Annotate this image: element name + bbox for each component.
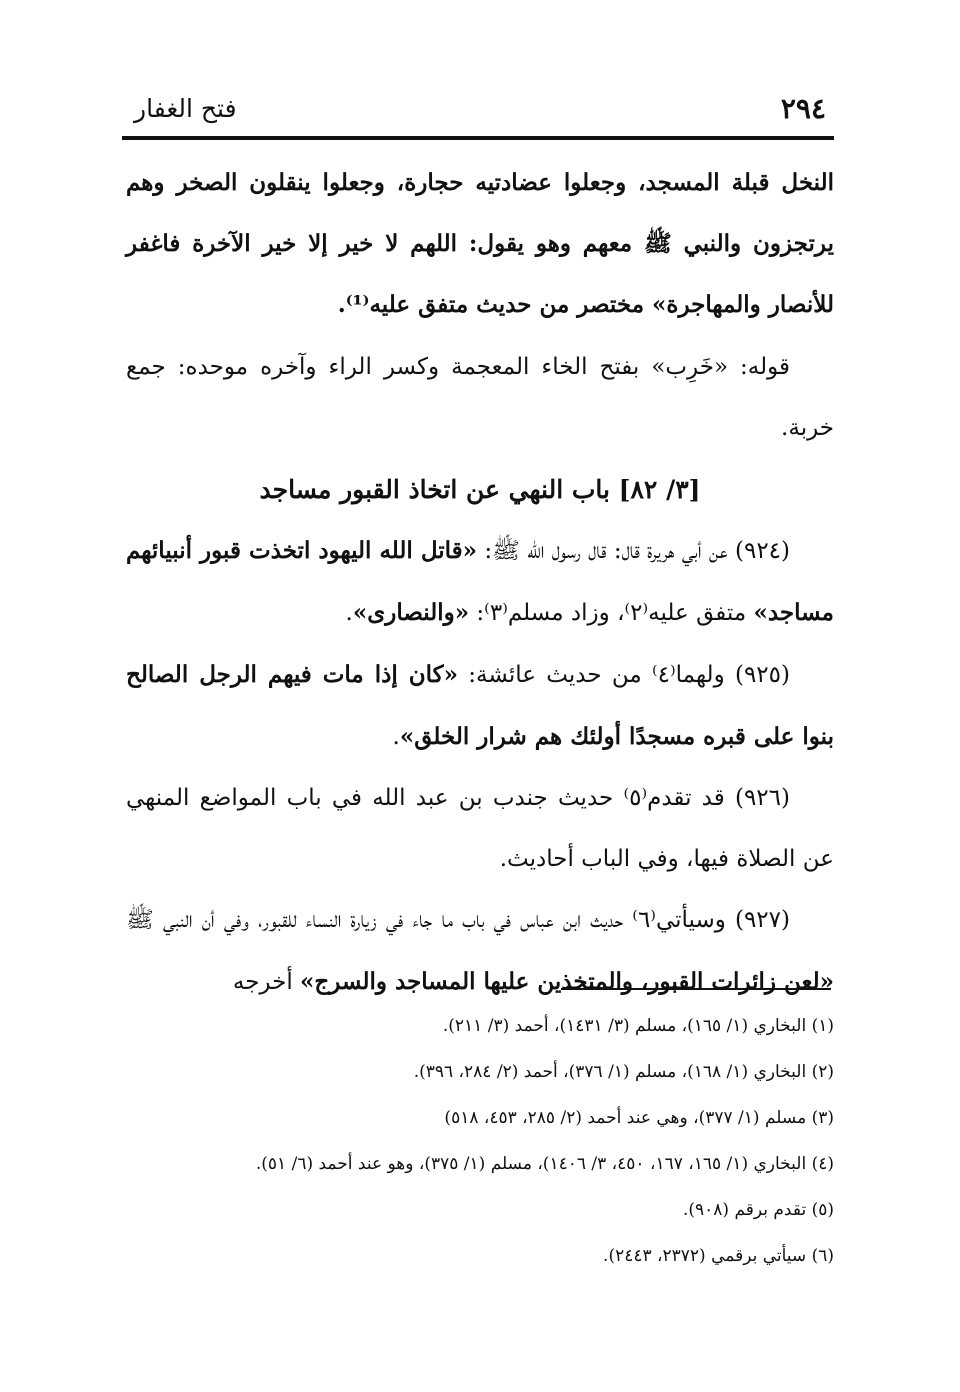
hadith-924-quote: «قاتل الله اليهود اتخذت قبور أنبيائهم مساجد» <box>126 537 834 626</box>
page-number: ٢٩٤ <box>780 92 826 125</box>
footnote: (٥) تقدم برقم (٩٠٨). <box>682 1200 834 1220</box>
paragraph-word-explanation: قوله: «خَرِب» بفتح الخاء المعجمة وكسر الراء وآخره موحده: جمع خربة. <box>126 354 834 441</box>
chapter-heading: [٣/ ٨٢] باب النهي عن اتخاذ القبور مساجد <box>259 475 701 504</box>
hadith-927 <box>126 890 834 1013</box>
header-rule <box>122 136 834 140</box>
running-header <box>122 88 834 132</box>
footnote: (٤) البخاري (١/ ١٦٥، ١٦٧، ٤٥٠، ٣/ ١٤٠٦)، مسلم (١/ ٣٧٥)، وهو عند أحمد (٦/ ٥١). <box>255 1154 834 1174</box>
hadith-925 <box>126 644 834 768</box>
footnotes <box>126 1003 834 1279</box>
hadith-924-intro: (٩٢٤) عن أبي هريرة قال: قال رسول الله ﷺ: <box>477 538 791 564</box>
hadith-925-end: . <box>392 724 400 750</box>
hadith-924 <box>126 520 834 644</box>
footnote: (١) البخاري (١/ ١٦٥)، مسلم (٣/ ١٤٣١)، أحمد (٣/ ٢١١). <box>442 1016 834 1036</box>
hadith-925-intro: (٩٢٥) ولهما⁽٤⁾ من حديث عائشة: <box>457 662 790 688</box>
hadith-925-quote: «كان إذا مات فيهم الرجل الصالح بنوا على قبره مسجدًا أولئك هم شرار الخلق» <box>126 661 834 750</box>
body-text <box>126 152 834 1013</box>
hadith-924-addition: «والنصارى» <box>352 599 470 626</box>
hadith-927-end: أخرجه <box>232 969 301 995</box>
footnote: (٣) مسلم (١/ ٣٧٧)، وهي عند أحمد (٢/ ٢٨٥، ٤٥٣، ٥١٨) <box>444 1108 834 1128</box>
footnote: (٦) سيأتي برقمي (٢٣٧٢، ٢٤٤٣). <box>603 1246 834 1266</box>
footnote-separator <box>561 988 831 990</box>
book-title: فتح الغفار <box>134 94 237 123</box>
hadith-927-intro: (٩٢٧) وسيأتي⁽٦⁾ حديث ابن عباس في باب ما جاء في زيارة النساء للقبور، وفي أن النبي ﷺ <box>126 907 790 933</box>
hadith-924-end: . <box>345 600 353 626</box>
hadith-927-quote: «لعن زائرات القبور، والمتخذين عليها المساجد والسرج» <box>300 968 834 995</box>
hadith-926: (٩٢٦) قد تقدم⁽٥⁾ حديث جندب بن عبد الله في باب المواضع المنهي عن الصلاة فيها، وفي الباب أحاديث. <box>126 785 834 872</box>
hadith-924-rest: متفق عليه⁽٢⁾، وزاد مسلم⁽٣⁾: <box>469 600 754 626</box>
footnote: (٢) البخاري (١/ ١٦٨)، مسلم (١/ ٣٧٦)، أحمد (٢/ ٢٨٤، ٣٩٦). <box>413 1062 834 1082</box>
paragraph-continuation: النخل قبلة المسجد، وجعلوا عضادتيه حجارة، وجعلوا ينقلون الصخر وهم يرتجزون والنبي ﷺ معهم وهو يقول: اللهم لا خير إلا خير الآخرة فاغفر للأنصار والمهاجرة» مختصر من حديث متفق عليه⁽¹⁾. <box>126 169 834 318</box>
